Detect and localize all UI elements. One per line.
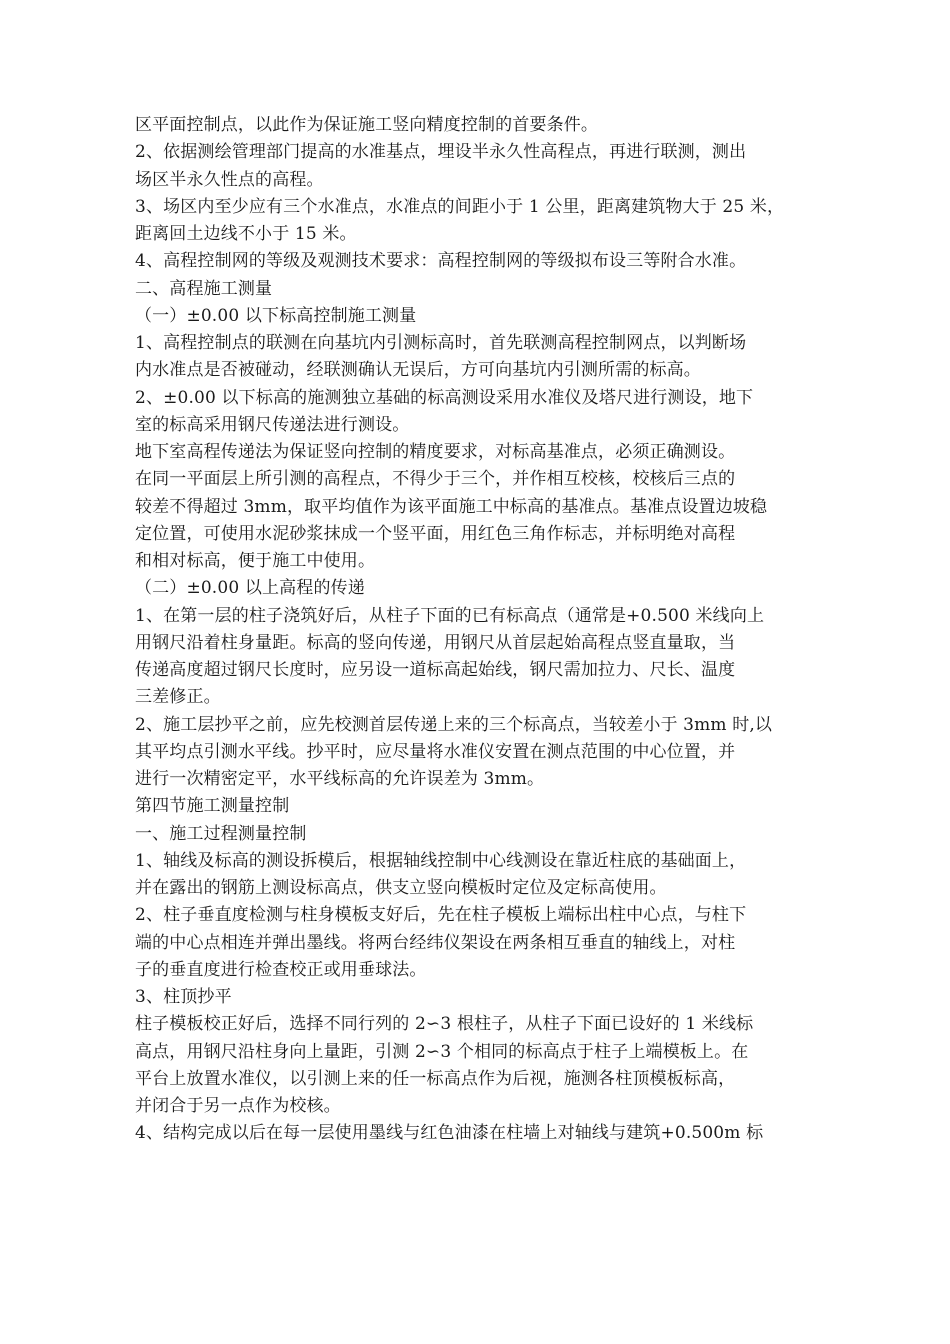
- text-line: 1、在第一层的柱子浇筑好后，从柱子下面的已有标高点（通常是+0.500 米线向上: [135, 605, 765, 626]
- text-line: 地下室高程传递法为保证竖向控制的精度要求，对标高基准点，必须正确测设。: [135, 442, 736, 462]
- text-line: 定位置，可使用水泥砂浆抹成一个竖平面，用红色三角作标志，并标明绝对高程: [135, 523, 736, 544]
- text-line: 端的中心点相连并弹出墨线。将两台经纬仪架设在两条相互垂直的轴线上，对柱: [135, 932, 736, 953]
- text-line: 2、施工层抄平之前，应先校测首层传递上来的三个标高点，当较差小于 3mm 时,以: [135, 714, 773, 735]
- item-heading: 3、柱顶抄平: [135, 987, 232, 1007]
- text-line: 并闭合于另一点作为校核。: [135, 1096, 341, 1116]
- text-line: 1、高程控制点的联测在向基坑内引测标高时，首先联测高程控制网点，以判断场: [135, 333, 747, 353]
- text-line: 较差不得超过 3mm，取平均值作为该平面施工中标高的基准点。基准点设置边坡稳: [135, 496, 768, 517]
- text-line: 场区半永久性点的高程。: [135, 169, 324, 190]
- text-line: 室的标高采用钢尺传递法进行测设。: [135, 414, 410, 435]
- text-line: 1、轴线及标高的测设拆模后，根据轴线控制中心线测设在靠近柱底的基础面上，: [135, 850, 747, 871]
- subsection-heading: （二）±0.00 以上高程的传递: [135, 578, 365, 599]
- chapter-heading: 第四节施工测量控制: [135, 796, 290, 817]
- text-line: 2、±0.00 以下标高的施测独立基础的标高测设采用水准仪及塔尺进行测设，地下: [135, 387, 754, 408]
- text-line: 进行一次精密定平，水平线标高的允许误差为 3mm。: [135, 769, 545, 789]
- text-line: 高点，用钢尺沿柱身向上量距，引测 2∽3 个相同的标高点于柱子上端模板上。在: [135, 1041, 749, 1062]
- section-heading: 二、高程施工测量: [135, 278, 273, 299]
- text-line: 并在露出的钢筋上测设标高点，供支立竖向模板时定位及定标高使用。: [135, 878, 667, 898]
- text-line: 平台上放置水准仪，以引测上来的任一标高点作为后视，施测各柱顶模板标高，: [135, 1068, 736, 1089]
- text-line: 3、场区内至少应有三个水准点，水准点的间距小于 1 公里，距离建筑物大于 25 米，: [135, 196, 785, 217]
- text-line: 在同一平面层上所引测的高程点，不得少于三个，并作相互校核，校核后三点的: [135, 469, 736, 490]
- text-line: 三差修正。: [135, 687, 221, 708]
- text-line: 柱子模板校正好后，选择不同行列的 2∽3 根柱子，从柱子下面已设好的 1 米线标: [135, 1014, 754, 1035]
- text-line: 距离回土边线不小于 15 米。: [135, 224, 357, 244]
- document-body: [135, 112, 835, 1148]
- text-line: 2、依据测绘管理部门提高的水准基点，埋设半永久性高程点，再进行联测，测出: [135, 142, 747, 163]
- text-line: 其平均点引测水平线。抄平时，应尽量将水准仪安置在测点范围的中心位置，并: [135, 741, 736, 762]
- subsection-heading: （一）±0.00 以下标高控制施工测量: [135, 305, 417, 326]
- text-line: 用钢尺沿着柱身量距。标高的竖向传递，用钢尺从首层起始高程点竖直量取，当: [135, 632, 736, 653]
- text-line: 和相对标高，便于施工中使用。: [135, 551, 376, 571]
- text-line: 内水准点是否被碰动，经联测确认无误后，方可向基坑内引测所需的标高。: [135, 360, 701, 381]
- text-line: 4、结构完成以后在每一层使用墨线与红色油漆在柱墙上对轴线与建筑+0.500m 标: [135, 1123, 764, 1144]
- text-line: 4、高程控制网的等级及观测技术要求：高程控制网的等级拟布设三等附合水准。: [135, 251, 747, 272]
- section-heading: 一、施工过程测量控制: [135, 823, 307, 844]
- text-line: 2、柱子垂直度检测与柱身模板支好后，先在柱子模板上端标出柱中心点，与柱下: [135, 905, 747, 926]
- text-line: 子的垂直度进行检查校正或用垂球法。: [135, 959, 427, 980]
- text-line: 传递高度超过钢尺长度时，应另设一道标高起始线，钢尺需加拉力、尺长、温度: [135, 660, 736, 680]
- text-line: 区平面控制点，以此作为保证施工竖向精度控制的首要条件。: [135, 115, 599, 135]
